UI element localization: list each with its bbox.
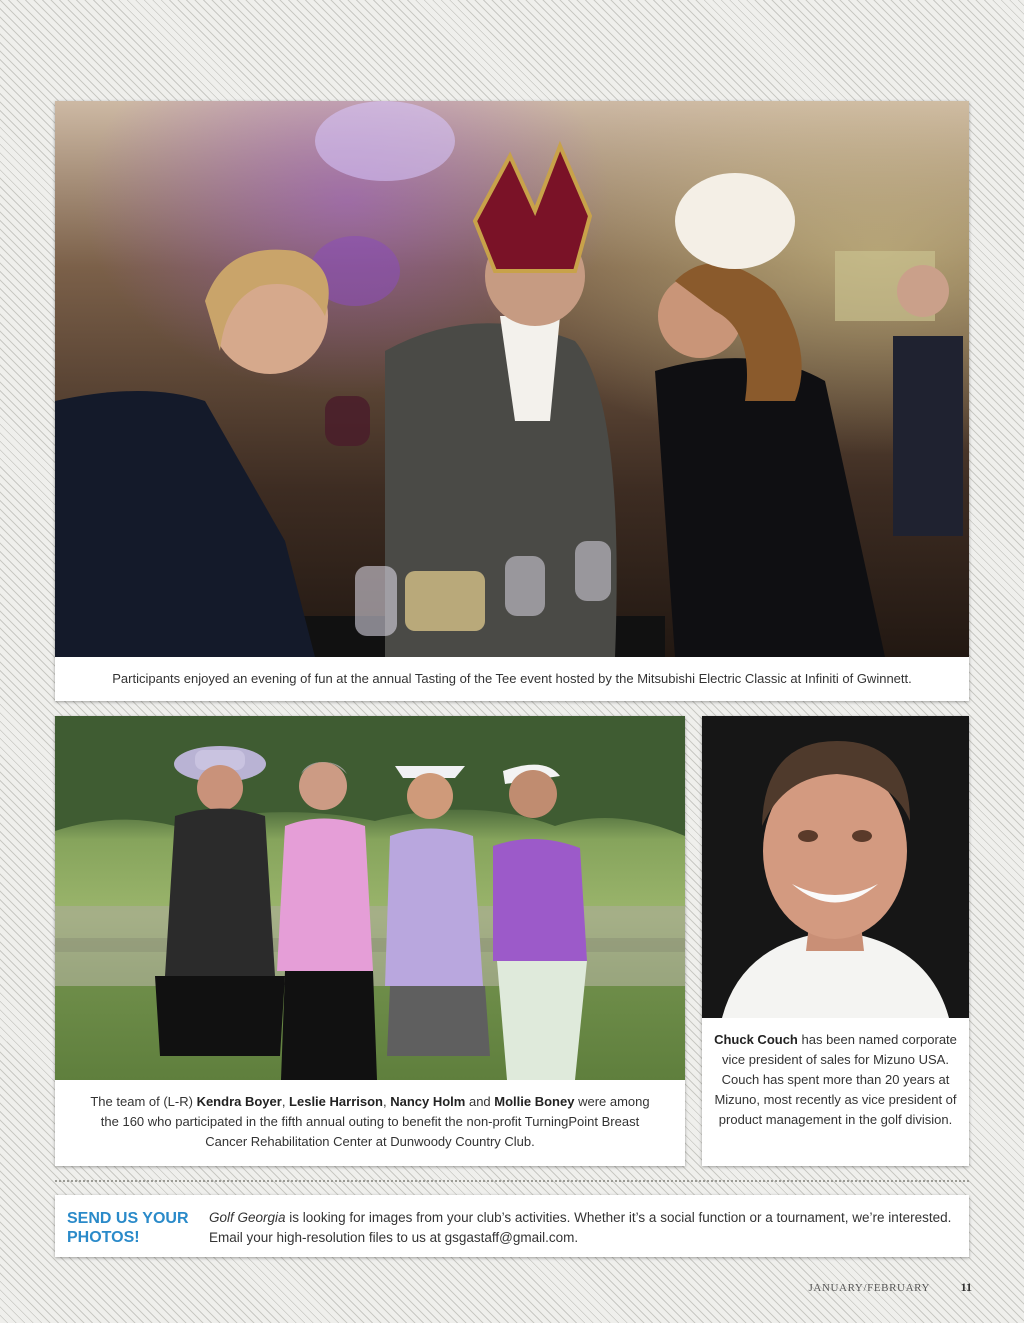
caption-sep: , [382, 1094, 391, 1109]
send-photos-text: is looking for images from your club’s activities. Whether it’s a social function or a tournament, we’re interested. Email your high-resolution files to us at gsgastaff@gmail.com. [209, 1210, 952, 1245]
golf-team-caption [85, 1092, 655, 1152]
player-name-mollie-boney: Mollie Boney [494, 1094, 575, 1109]
caption-lead: The team of (L-R) [90, 1094, 197, 1109]
player-name-leslie-harrison: Leslie Harrison [289, 1094, 383, 1109]
chuck-couch-headshot [702, 716, 969, 1018]
caption-rest: were among the 160 who participated in the fifth annual outing to benefit the non-profit TurningPoint Breast Cancer Rehabilitation Center at Dunwoody Country Club. [100, 1094, 650, 1149]
send-photos-body [209, 1208, 959, 1248]
caption-sep: , [281, 1094, 290, 1109]
magazine-name: Golf Georgia [209, 1210, 286, 1225]
page-number: 11 [960, 1280, 972, 1294]
golf-team-photo [55, 716, 685, 1080]
headshot-caption [714, 1030, 957, 1130]
send-photos-callout [55, 1195, 969, 1257]
event-photo-card [55, 101, 969, 701]
player-name-kendra-boyer: Kendra Boyer [196, 1094, 282, 1109]
golf-team-scene-illustration [55, 716, 685, 1080]
dotted-divider [55, 1180, 969, 1182]
caption-sep: and [465, 1094, 495, 1109]
golf-team-card [55, 716, 685, 1166]
masquerade-event-photo [55, 101, 969, 657]
headshot-card [702, 716, 969, 1166]
event-photo-caption: Participants enjoyed an evening of fun at the annual Tasting of the Tee event hosted by the Mitsubishi Electric Classic at Infiniti of Gwinnett. [112, 671, 912, 686]
person-name-chuck-couch: Chuck Couch [714, 1032, 798, 1047]
issue-label: JANUARY/FEBRUARY [808, 1282, 930, 1294]
masquerade-scene-illustration [55, 101, 969, 657]
headshot-illustration [702, 716, 969, 1018]
caption-rest: has been named corporate vice president of sales for Mizuno USA. Couch has spent more than 20 years at Mizuno, most recently as vice president of product management in the golf division. [714, 1032, 957, 1127]
send-photos-heading: SEND US YOUR PHOTOS! [67, 1210, 189, 1246]
player-name-nancy-holm: Nancy Holm [390, 1094, 466, 1109]
